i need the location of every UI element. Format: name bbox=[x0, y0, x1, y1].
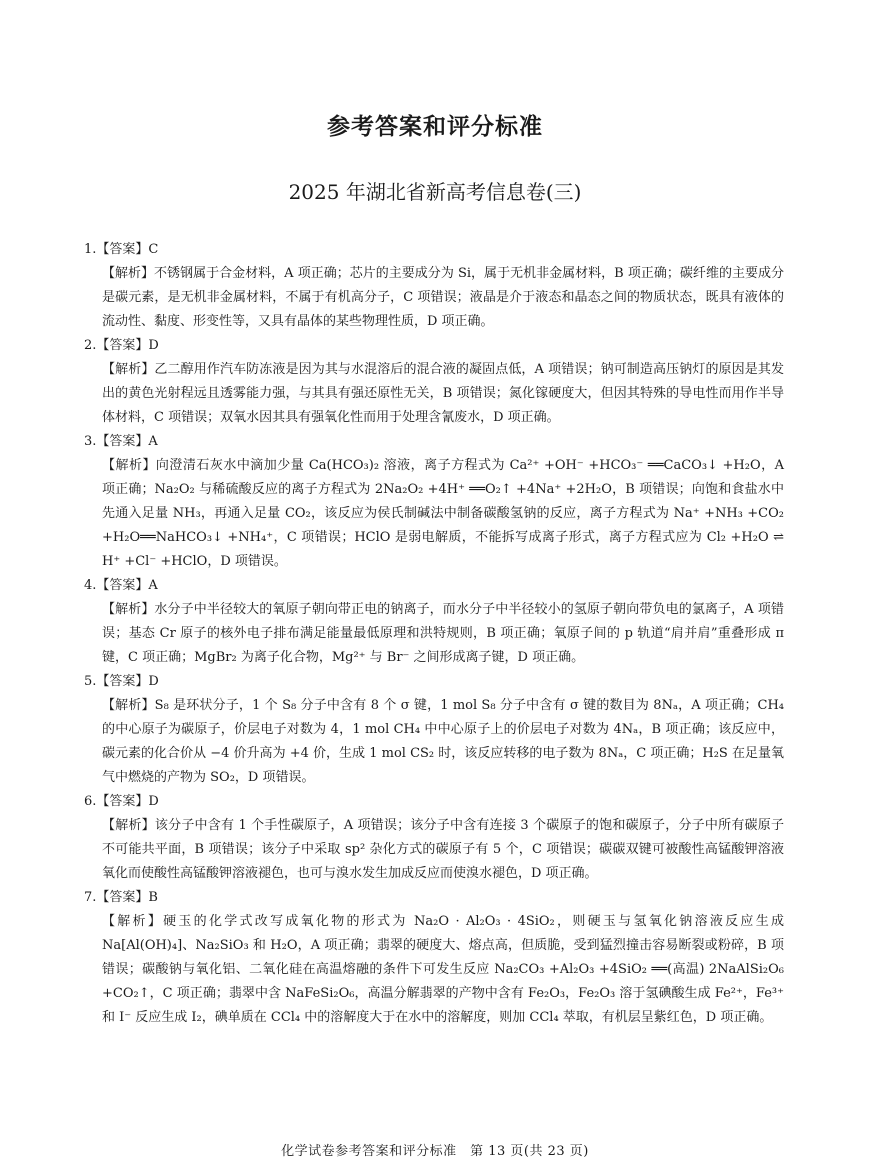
page-footer: 化学试卷参考答案和评分标准 第 13 页(共 23 页) bbox=[281, 1144, 589, 1159]
answer-line: 3.【答案】A bbox=[84, 434, 158, 449]
answer-line: 6.【答案】D bbox=[84, 794, 159, 809]
answer-line: 4.【答案】A bbox=[84, 578, 158, 593]
analysis-text: 【解析】不锈钢属于合金材料，A 项正确；芯片的主要成分为 Si，属于无机非金属材料，B 项正确；碳纤维的主要成分是碳元素，是无机非金属材料，不属于有机高分子，C 项错误；液晶是介于液态和晶态之间的物质状态，既具有液体的流动性、黏度、形变性等，又具有晶体的某些物理性质，D 项正确。 bbox=[102, 266, 784, 329]
analysis-text: 【解析】硬玉的化学式改写成氧化物的形式为 Na₂O · Al₂O₃ · 4SiO₂，则硬玉与氢氧化钠溶液反应生成 Na[Al(OH)₄]、Na₂SiO₃ 和 H₂O，A 项正确；翡翠的硬度大、熔点高，但质脆，受到猛烈撞击容易断裂或粉碎，B 项错误；碳酸钠与氧化铝、二氧化硅在高温熔融的条件下可发生反应 Na₂CO₃ +Al₂O₃ +4SiO₂ ══(高温) 2NaAlSi₂O₆ +CO₂↑，C 项正确；翡翠中含 NaFeSi₂O₆，高温分解翡翠的产物中含有 Fe₂O₃，Fe₂O₃ 溶于氢碘酸生成 Fe²⁺，Fe³⁺ 和 I⁻ 反应生成 I₂，碘单质在 CCl₄ 中的溶解度大于在水中的溶解度，则加 CCl₄ 萃取，有机层呈紫红色，D 项正确。 bbox=[102, 914, 784, 1025]
exam-subtitle: 2025 年湖北省新高考信息卷(三) bbox=[288, 180, 582, 204]
answer-line: 1.【答案】C bbox=[84, 242, 159, 257]
question-1 bbox=[84, 238, 784, 334]
answer-line: 2.【答案】D bbox=[84, 338, 159, 353]
question-7 bbox=[84, 886, 784, 1030]
page-title: 参考答案和评分标准 bbox=[327, 114, 543, 140]
answer-line: 5.【答案】D bbox=[84, 674, 159, 689]
analysis-text: 【解析】S₈ 是环状分子，1 个 S₈ 分子中含有 8 个 σ 键，1 mol S₈ 分子中含有 σ 键的数目为 8Nₐ，A 项正确；CH₄ 的中心原子为碳原子，价层电子对数为 4，1 mol CH₄ 中中心原子上的价层电子对数为 4Nₐ，B 项正确；该反应中，碳元素的化合价从 −4 价升高为 +4 价，生成 1 mol CS₂ 时，该反应转移的电子数为 8Nₐ，C 项正确；H₂S 在足量氧气中燃烧的产物为 SO₂，D 项错误。 bbox=[102, 698, 784, 785]
question-6 bbox=[84, 790, 784, 886]
analysis-text: 【解析】乙二醇用作汽车防冻液是因为其与水混溶后的混合液的凝固点低，A 项错误；钠可制造高压钠灯的原因是其发出的黄色光射程远且透雾能力强，与其具有强还原性无关，B 项错误；氮化镓硬度大，但因其特殊的导电性而用作半导体材料，C 项错误；双氧水因其具有强氧化性而用于处理含氰废水，D 项正确。 bbox=[102, 362, 784, 425]
question-4 bbox=[84, 574, 784, 670]
analysis-text: 【解析】向澄清石灰水中滴加少量 Ca(HCO₃)₂ 溶液，离子方程式为 Ca²⁺ +OH⁻ +HCO₃⁻ ══CaCO₃↓ +H₂O，A 项正确；Na₂O₂ 与稀硫酸反应的离子方程式为 2Na₂O₂ +4H⁺ ══O₂↑ +4Na⁺ +2H₂O，B 项错误；向饱和食盐水中先通入足量 NH₃，再通入足量 CO₂，该反应为侯氏制碱法中制备碳酸氢钠的反应，离子方程式为 Na⁺ +NH₃ +CO₂ +H₂O══NaHCO₃↓ +NH₄⁺，C 项错误；HClO 是弱电解质，不能拆写成离子形式，离子方程式应为 Cl₂ +H₂O ⇌ H⁺ +Cl⁻ +HClO，D 项错误。 bbox=[102, 458, 784, 569]
question-3 bbox=[84, 430, 784, 574]
answer-list bbox=[84, 238, 784, 1030]
analysis-text: 【解析】该分子中含有 1 个手性碳原子，A 项错误；该分子中含有连接 3 个碳原子的饱和碳原子，分子中所有碳原子不可能共平面，B 项错误；该分子中采取 sp² 杂化方式的碳原子有 5 个，C 项错误；碳碳双键可被酸性高锰酸钾溶液氧化而使酸性高锰酸钾溶液褪色，也可与溴水发生加成反应而使溴水褪色，D 项正确。 bbox=[102, 818, 784, 881]
analysis-text: 【解析】水分子中半径较大的氧原子朝向带正电的钠离子，而水分子中半径较小的氢原子朝向带负电的氯离子，A 项错误；基态 Cr 原子的核外电子排布满足能量最低原理和洪特规则，B 项正确；氧原子间的 p 轨道“肩并肩”重叠形成 π 键，C 项正确；MgBr₂ 为离子化合物，Mg²⁺ 与 Br⁻ 之间形成离子键，D 项正确。 bbox=[102, 602, 784, 665]
question-2 bbox=[84, 334, 784, 430]
answer-line: 7.【答案】B bbox=[84, 890, 158, 905]
question-5 bbox=[84, 670, 784, 790]
